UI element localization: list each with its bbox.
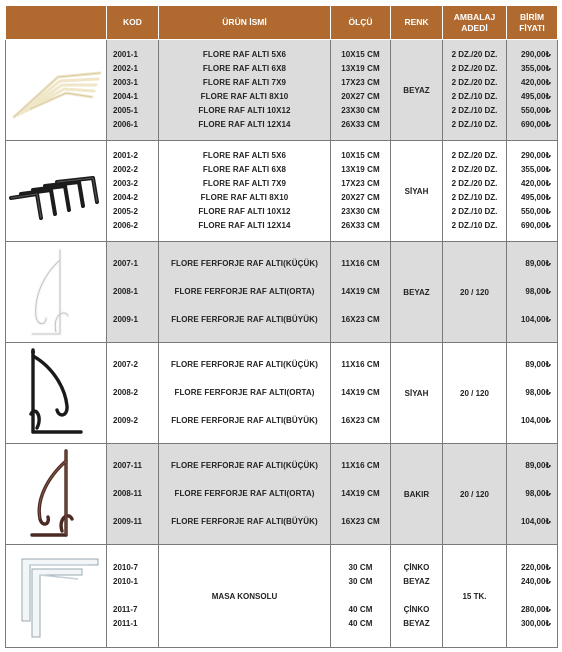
product-code: 2007-11 — [113, 461, 142, 470]
product-size: 16X23 CM — [341, 517, 380, 526]
product-name: FLORE RAF ALTI 7X9 — [202, 179, 287, 188]
product-name: FLORE RAF ALTI 8X10 — [200, 193, 289, 202]
product-name: FLORE RAF ALTI 10X12 — [198, 207, 291, 216]
product-name: FLORE FERFORJE RAF ALTI(KÜÇÜK) — [171, 360, 318, 369]
size-cell — [331, 545, 391, 648]
unit-price: 690,00₺ — [520, 221, 551, 230]
code-cell — [107, 343, 159, 444]
unit-price: 495,00₺ — [520, 92, 551, 101]
product-name: FLORE RAF ALTI 5X6 — [202, 151, 287, 160]
unit-price: 355,00₺ — [520, 165, 551, 174]
product-name: FLORE RAF ALTI 10X12 — [198, 106, 291, 115]
pack-quantity: 2 DZ./20 DZ. — [451, 151, 498, 160]
product-group-black-brackets — [6, 141, 558, 242]
product-size: 16X23 CM — [341, 416, 380, 425]
product-size: 10X15 CM — [341, 151, 380, 160]
product-size: 40 CM — [348, 605, 373, 614]
product-size: 17X23 CM — [341, 179, 380, 188]
product-size: 26X33 CM — [341, 221, 380, 230]
code-cell — [107, 545, 159, 648]
product-size: 14X19 CM — [341, 388, 380, 397]
product-name: FLORE RAF ALTI 5X6 — [202, 50, 287, 59]
product-code: 2003-2 — [113, 179, 138, 188]
unit-price: 98,00₺ — [525, 388, 551, 397]
product-size: 20X27 CM — [341, 193, 380, 202]
product-size: 13X19 CM — [341, 165, 380, 174]
pack-quantity: 2 DZ./10 DZ. — [451, 207, 498, 216]
product-code: 2002-2 — [113, 165, 138, 174]
size-cell — [331, 343, 391, 444]
product-name: FLORE RAF ALTI 8X10 — [200, 92, 289, 101]
header-urun-ismi: ÜRÜN İSMİ — [159, 6, 331, 40]
pack-quantity: 2 DZ./10 DZ. — [451, 106, 498, 115]
product-size: 11X16 CM — [341, 360, 380, 369]
product-code: 2008-2 — [113, 388, 138, 397]
code-cell — [107, 444, 159, 545]
size-cell — [331, 242, 391, 343]
unit-price: 89,00₺ — [525, 461, 551, 470]
name-cell — [159, 40, 331, 141]
unit-price: 280,00₺ — [520, 605, 551, 614]
product-code: 2008-1 — [113, 287, 138, 296]
product-size: 40 CM — [348, 619, 373, 628]
unit-price: 104,00₺ — [520, 315, 551, 324]
unit-price: 240,00₺ — [520, 577, 551, 586]
header-birim-line2: FİYATI — [519, 22, 545, 33]
product-name: FLORE FERFORJE RAF ALTI(KÜÇÜK) — [171, 461, 318, 470]
product-code: 2006-2 — [113, 221, 138, 230]
unit-price: 220,00₺ — [520, 563, 551, 572]
pack-cell — [443, 40, 507, 141]
product-code: 2001-2 — [113, 151, 138, 160]
price-cell — [507, 545, 558, 648]
product-code: 2003-1 — [113, 78, 138, 87]
product-name: FLORE RAF ALTI 7X9 — [202, 78, 287, 87]
product-size: 26X33 CM — [341, 120, 380, 129]
product-name: FLORE FERFORJE RAF ALTI(KÜÇÜK) — [171, 259, 318, 268]
pack-quantity: 2 DZ./10 DZ. — [451, 92, 498, 101]
product-name: FLORE FERFORJE RAF ALTI(ORTA) — [174, 489, 315, 498]
product-color: ÇİNKO — [403, 605, 430, 614]
pack-quantity: 2 DZ./20 DZ. — [451, 50, 498, 59]
color-cell: SİYAH — [391, 343, 443, 444]
product-code: 2007-1 — [113, 259, 138, 268]
name-cell — [159, 242, 331, 343]
unit-price: 104,00₺ — [520, 517, 551, 526]
product-name: FLORE FERFORJE RAF ALTI(BÜYÜK) — [171, 416, 318, 425]
product-size: 17X23 CM — [341, 78, 380, 87]
product-name: FLORE FERFORJE RAF ALTI(BÜYÜK) — [171, 315, 318, 324]
product-size: 11X16 CM — [341, 461, 380, 470]
code-cell — [107, 40, 159, 141]
product-code: 2007-2 — [113, 360, 138, 369]
pack-quantity: 2 DZ./20 DZ. — [451, 165, 498, 174]
product-code: 2009-11 — [113, 517, 142, 526]
table-console-bracket-icon — [8, 551, 104, 641]
unit-price: 420,00₺ — [520, 179, 551, 188]
header-kod: KOD — [107, 6, 159, 40]
price-list-table — [5, 5, 558, 648]
product-size: 11X16 CM — [341, 259, 380, 268]
product-name: FLORE RAF ALTI 6X8 — [202, 64, 287, 73]
header-birim-fiyati — [507, 6, 558, 40]
product-size: 14X19 CM — [341, 489, 380, 498]
unit-price: 550,00₺ — [520, 207, 551, 216]
price-cell — [507, 242, 558, 343]
product-size: 30 CM — [348, 577, 373, 586]
product-group-black-ferforje — [6, 343, 558, 444]
size-cell — [331, 141, 391, 242]
unit-price: 89,00₺ — [525, 360, 551, 369]
product-code: 2002-1 — [113, 64, 138, 73]
header-image — [6, 6, 107, 40]
product-name: FLORE RAF ALTI 6X8 — [202, 165, 287, 174]
price-cell — [507, 343, 558, 444]
product-image-cell — [6, 545, 107, 648]
product-image-cell — [6, 141, 107, 242]
black-shelf-bracket-stack-icon — [7, 158, 105, 224]
screw-hole-icon — [31, 350, 35, 354]
product-size: 14X19 CM — [341, 287, 380, 296]
white-shelf-bracket-stack-icon — [8, 55, 104, 125]
product-group-white-brackets — [6, 40, 558, 141]
product-code: 2009-1 — [113, 315, 138, 324]
product-size: 20X27 CM — [341, 92, 380, 101]
product-group-copper-ferforje — [6, 444, 558, 545]
product-group-table-console — [6, 545, 558, 648]
unit-price: 300,00₺ — [520, 619, 551, 628]
name-cell — [159, 141, 331, 242]
unit-price: 495,00₺ — [520, 193, 551, 202]
product-code: 2001-1 — [113, 50, 138, 59]
product-name: FLORE FERFORJE RAF ALTI(ORTA) — [174, 287, 315, 296]
white-ferforje-bracket-icon — [26, 246, 86, 338]
product-code: 2004-1 — [113, 92, 138, 101]
size-cell — [331, 40, 391, 141]
product-code: 2005-1 — [113, 106, 138, 115]
pack-quantity: 2 DZ./10 DZ. — [451, 221, 498, 230]
black-ferforje-bracket-icon — [21, 346, 91, 440]
product-color: BEYAZ — [403, 619, 430, 628]
unit-price: 98,00₺ — [525, 287, 551, 296]
product-size: 13X19 CM — [341, 64, 380, 73]
header-ambalaj-line1: AMBALAJ — [453, 11, 496, 22]
color-cell: SİYAH — [391, 141, 443, 242]
pack-cell — [443, 141, 507, 242]
name-cell: MASA KONSOLU — [159, 545, 331, 648]
unit-price: 98,00₺ — [525, 489, 551, 498]
color-cell — [391, 545, 443, 648]
product-name: FLORE RAF ALTI 12X14 — [198, 221, 291, 230]
product-code: 2006-1 — [113, 120, 138, 129]
header-row — [6, 6, 558, 40]
pack-cell: 20 / 120 — [443, 444, 507, 545]
unit-price: 89,00₺ — [525, 259, 551, 268]
unit-price: 290,00₺ — [520, 151, 551, 160]
product-code: 2011-7 — [113, 605, 138, 614]
unit-price: 290,00₺ — [520, 50, 551, 59]
product-size: 30 CM — [348, 563, 373, 572]
pack-quantity: 2 DZ./10 DZ. — [451, 120, 498, 129]
header-renk: RENK — [391, 6, 443, 40]
product-image-cell — [6, 40, 107, 141]
price-cell — [507, 141, 558, 242]
product-name: FLORE FERFORJE RAF ALTI(ORTA) — [174, 388, 315, 397]
header-olcu: ÖLÇÜ — [331, 6, 391, 40]
product-color: BEYAZ — [403, 577, 430, 586]
color-cell: BAKIR — [391, 444, 443, 545]
product-code: 2005-2 — [113, 207, 138, 216]
code-cell — [107, 242, 159, 343]
product-group-white-ferforje — [6, 242, 558, 343]
unit-price: 104,00₺ — [520, 416, 551, 425]
price-cell — [507, 444, 558, 545]
header-ambalaj — [443, 6, 507, 40]
product-name: FLORE RAF ALTI 12X14 — [198, 120, 291, 129]
pack-quantity: 2 DZ./20 DZ. — [451, 179, 498, 188]
code-cell — [107, 141, 159, 242]
header-birim-line1: BİRİM — [519, 11, 545, 22]
product-code: 2011-1 — [113, 619, 138, 628]
product-code: 2009-2 — [113, 416, 138, 425]
color-cell: BEYAZ — [391, 40, 443, 141]
pack-cell: 20 / 120 — [443, 343, 507, 444]
pack-quantity: 2 DZ./10 DZ. — [451, 193, 498, 202]
unit-price: 355,00₺ — [520, 64, 551, 73]
product-color: ÇİNKO — [403, 563, 430, 572]
size-cell — [331, 444, 391, 545]
unit-price: 690,00₺ — [520, 120, 551, 129]
price-cell — [507, 40, 558, 141]
copper-ferforje-bracket-icon — [24, 447, 88, 541]
product-size: 10X15 CM — [341, 50, 380, 59]
header-ambalaj-line2: ADEDİ — [461, 22, 488, 33]
pack-cell: 15 TK. — [443, 545, 507, 648]
unit-price: 420,00₺ — [520, 78, 551, 87]
product-code: 2008-11 — [113, 489, 142, 498]
product-size: 23X30 CM — [341, 207, 380, 216]
pack-quantity: 2 DZ./20 DZ. — [451, 64, 498, 73]
name-cell — [159, 444, 331, 545]
unit-price: 550,00₺ — [520, 106, 551, 115]
product-image-cell — [6, 444, 107, 545]
product-code: 2010-7 — [113, 563, 138, 572]
product-image-cell — [6, 343, 107, 444]
product-code: 2004-2 — [113, 193, 138, 202]
product-name: FLORE FERFORJE RAF ALTI(BÜYÜK) — [171, 517, 318, 526]
pack-quantity: 2 DZ./20 DZ. — [451, 78, 498, 87]
color-cell: BEYAZ — [391, 242, 443, 343]
product-code: 2010-1 — [113, 577, 138, 586]
name-cell — [159, 343, 331, 444]
product-image-cell — [6, 242, 107, 343]
product-size: 23X30 CM — [341, 106, 380, 115]
pack-cell: 20 / 120 — [443, 242, 507, 343]
product-size: 16X23 CM — [341, 315, 380, 324]
